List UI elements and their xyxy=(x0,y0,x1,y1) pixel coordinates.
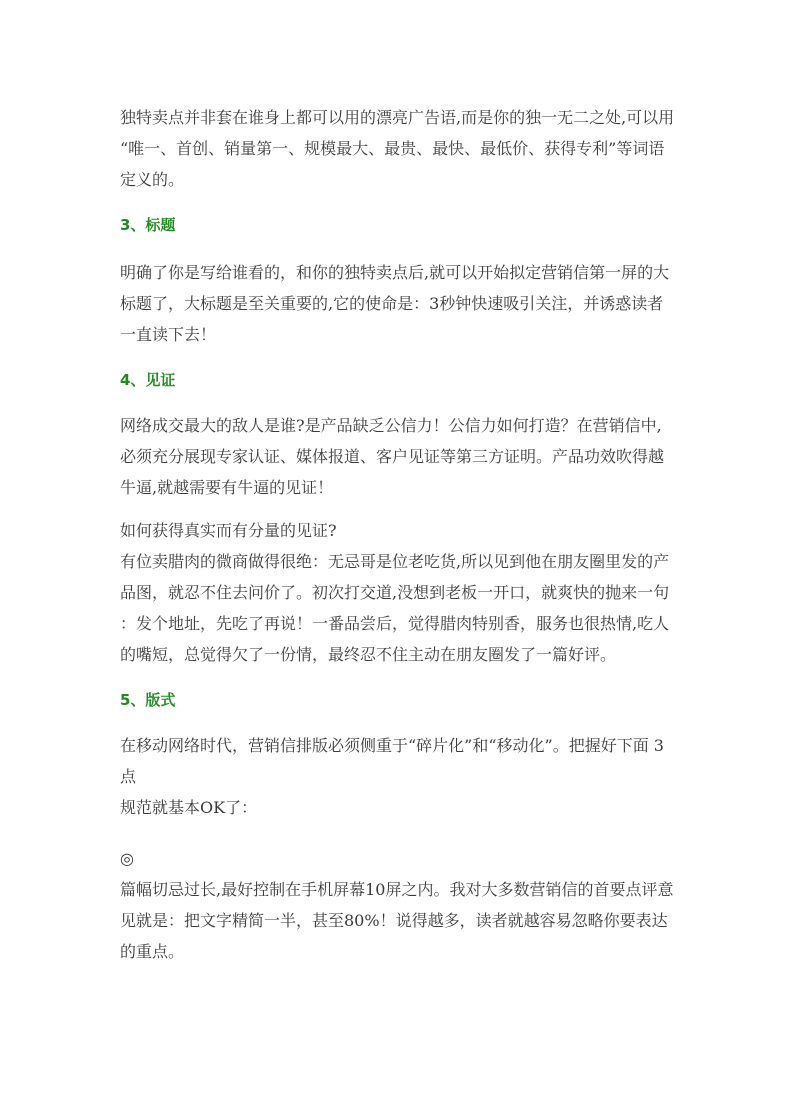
document-page xyxy=(120,102,680,967)
paragraph-unique-selling-point: 独特卖点并非套在谁身上都可以用的漂亮广告语,而是你的独一无二之处,可以用 “唯一、首创、销量第一、规模最大、最贵、最快、最低价、获得专利”等词语 定义的。 xyxy=(120,108,675,189)
paragraph-testimonial-example: 如何获得真实而有分量的见证? 有位卖腊肉的微商做得很绝：无忌哥是位老吃货,所以见到他在朋友圈里发的产 品图，就忍不住去问价了。初次打交道,没想到老板一开口，就爽快的抛来一句 ：发个地址，先吃了再说！一番品尝后，觉得腊肉特别香，服务也很热情,吃人 的嘴短，总觉得欠了一份情，最终忍不住主动在朋友圈发了一篇好评。 xyxy=(120,521,670,664)
section-heading-layout: 5、版式 xyxy=(120,691,176,709)
paragraph-testimonial: 网络成交最大的敌人是谁?是产品缺乏公信力！公信力如何打造？在营销信中, 必须充分展现专家认证、媒体报道、客户见证等第三方证明。产品功效吹得越 牛逼,就越需要有牛逼的见证！ xyxy=(120,416,665,497)
section-heading-testimonial: 4、见证 xyxy=(120,371,176,389)
section-heading-title: 3、标题 xyxy=(120,216,176,234)
paragraph-layout-intro: 在移动网络时代，营销信排版必须侧重于“碎片化”和“移动化”。把握好下面 3 点 规范就基本OK了： xyxy=(120,736,664,817)
paragraph-headline: 明确了你是写给谁看的，和你的独特卖点后,就可以开始拟定营销信第一屏的大 标题了，大标题是至关重要的,它的使命是：3秒钟快速吸引关注，并诱惑读者 一直读下去！ xyxy=(120,263,670,344)
paragraph-layout-point: ◎ 篇幅切忌过长,最好控制在手机屏幕10屏之内。我对大多数营销信的首要点评意 见就是：把文字精简一半，甚至80%！说得越多，读者就越容易忽略你要表达 的重点。 xyxy=(120,849,674,961)
